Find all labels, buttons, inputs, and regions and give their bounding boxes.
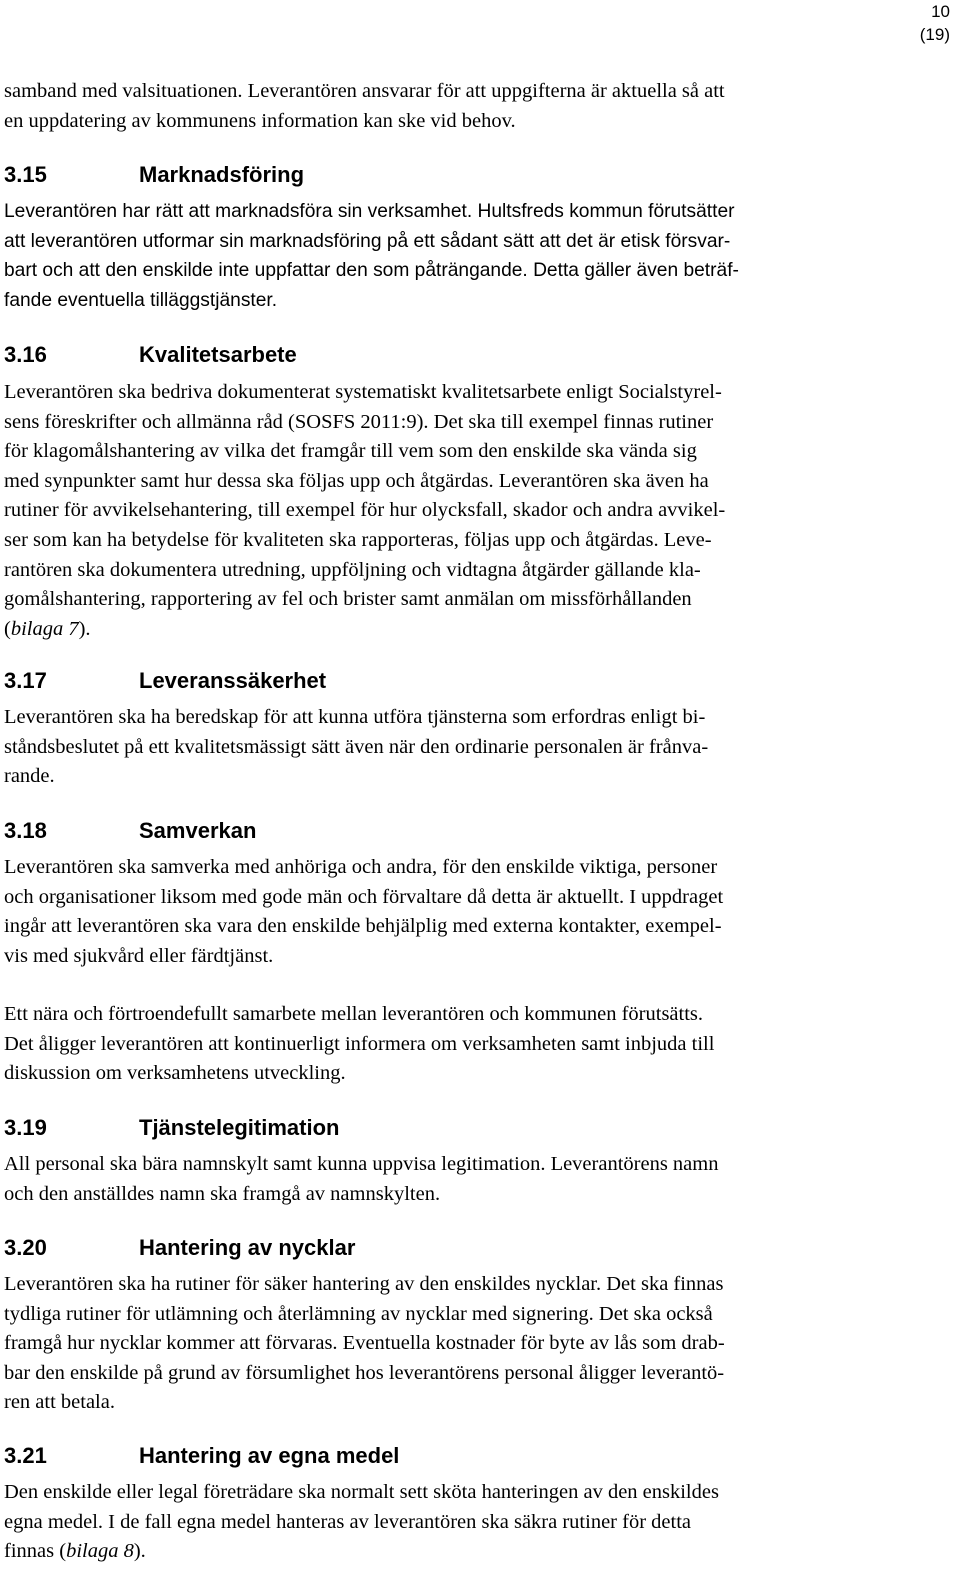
text-line: ren att betala.	[4, 1391, 115, 1414]
reference-appendix: bilaga 7	[10, 617, 79, 640]
reference-suffix: ).	[133, 1540, 146, 1563]
text-line: rande.	[4, 765, 55, 788]
section-title: Samverkan	[139, 818, 257, 843]
section-number: 3.21	[4, 1443, 47, 1468]
text-line: rutiner för avvikelsehantering, till exempel för hur olycksfall, skador och andra avvikel-	[4, 499, 726, 522]
section-3-16-paragraph	[4, 378, 725, 644]
section-heading-3-17	[4, 666, 326, 696]
text-line	[4, 1537, 719, 1567]
section-title: Marknadsföring	[139, 162, 305, 187]
section-heading-3-21	[4, 1441, 399, 1471]
text-line: framgå hur nycklar kommer att förvaras. Eventuella kostnader för byte av lås som drab-	[4, 1332, 725, 1355]
section-3-20-paragraph	[4, 1270, 725, 1418]
text-line: en uppdatering av kommunens information kan ske vid behov.	[4, 109, 516, 132]
section-3-21-paragraph	[4, 1478, 719, 1567]
section-title: Hantering av nycklar	[139, 1235, 356, 1260]
text-line: Leverantören ska bedriva dokumenterat systematiskt kvalitetsarbete enligt Socialstyrel-	[4, 381, 722, 403]
text-line: Den enskilde eller legal företrädare ska normalt sett sköta hanteringen av den enskildes	[4, 1481, 719, 1503]
reference-prefix: (	[4, 617, 11, 640]
text-line: samband med valsituationen. Leverantören ansvarar för att uppgifterna är aktuella så att	[4, 80, 725, 102]
text-line: Ett nära och förtroendefullt samarbete mellan leverantören och kommunen förutsätts.	[4, 1003, 704, 1025]
text-segment: finnas	[4, 1540, 55, 1563]
text-line: med synpunkter samt hur dessa ska följas upp och åtgärdas. Leverantören ska även ha	[4, 469, 709, 492]
text-line: ståndsbeslutet på ett kvalitetsmässigt sätt även när den ordinarie personalen är frånva-	[4, 735, 709, 758]
text-line: tydliga rutiner för utlämning och återlämning av nycklar med signering. Det ska också	[4, 1302, 713, 1325]
page-number	[890, 0, 950, 46]
section-3-18-paragraph-1	[4, 853, 723, 971]
section-heading-3-16	[4, 340, 297, 370]
text-line: Leverantören ska samverka med anhöriga och andra, för den enskilde viktiga, personer	[4, 856, 718, 878]
section-number: 3.18	[4, 818, 47, 843]
section-number: 3.19	[4, 1115, 47, 1140]
page-number-current: 10	[931, 2, 950, 21]
text-line: gomålshantering, rapportering av fel och brister samt anmälan om missförhållanden	[4, 588, 692, 611]
text-line: Leverantören har rätt att marknadsföra sin verksamhet. Hultsfreds kommun förutsätter	[4, 201, 735, 222]
section-title: Leveranssäkerhet	[139, 668, 327, 693]
section-title: Kvalitetsarbete	[139, 342, 297, 367]
text-line: ser som kan ha betydelse för kvaliteten ska rapporteras, följas upp och åtgärdas. Leve-	[4, 528, 712, 551]
text-line: rantören ska dokumentera utredning, uppföljning och vidtagna åtgärder gällande kla-	[4, 558, 701, 581]
section-3-19-paragraph	[4, 1150, 718, 1209]
text-line: sens föreskrifter och allmänna råd (SOSFS 2011:9). Det ska till exempel finnas rutiner	[4, 410, 714, 433]
text-line: och organisationer liksom med gode män och förvaltare då detta är aktuellt. I uppdraget	[4, 885, 724, 908]
reference-prefix: (	[54, 1540, 67, 1563]
reference-appendix: bilaga 8	[66, 1540, 134, 1563]
text-line: Leverantören ska ha rutiner för säker hantering av den enskildes nycklar. Det ska finnas	[4, 1273, 724, 1295]
intro-paragraph	[4, 77, 725, 136]
text-line: fande eventuella tilläggstjänster.	[4, 289, 278, 311]
text-line: Det åligger leverantören att kontinuerligt informera om verksamheten samt inbjuda till	[4, 1032, 715, 1055]
section-heading-3-20	[4, 1233, 355, 1263]
section-3-15-paragraph	[4, 197, 739, 315]
text-line: bart och att den enskilde inte uppfattar den som påträngande. Detta gäller även beträf-	[4, 260, 739, 282]
section-number: 3.16	[4, 342, 47, 367]
text-line: för klagomålshantering av vilka det framgår till vem som den enskilde ska vända sig	[4, 440, 697, 463]
section-title: Hantering av egna medel	[139, 1443, 400, 1468]
section-3-17-paragraph	[4, 703, 708, 792]
text-line: ingår att leverantören ska vara den enskilde behjälplig med externa kontakter, exempel-	[4, 915, 722, 938]
text-line	[4, 615, 725, 645]
section-heading-3-15	[4, 160, 304, 190]
section-heading-3-19	[4, 1113, 339, 1143]
text-line: bar den enskilde på grund av försumlighet hos leverantörens personal åligger leverantö-	[4, 1361, 725, 1384]
section-heading-3-18	[4, 816, 256, 846]
text-line: vis med sjukvård eller färdtjänst.	[4, 944, 274, 967]
section-number: 3.20	[4, 1235, 47, 1260]
section-number: 3.15	[4, 162, 47, 187]
text-line: att leverantören utformar sin marknadsföring på ett sådant sätt att det är etisk försvar-	[4, 230, 731, 252]
text-line: egna medel. I de fall egna medel hanteras av leverantören ska säkra rutiner för detta	[4, 1510, 691, 1533]
text-line: diskussion om verksamhetens utveckling.	[4, 1062, 346, 1085]
text-line: All personal ska bära namnskylt samt kunna uppvisa legitimation. Leverantörens namn	[4, 1153, 719, 1175]
section-number: 3.17	[4, 668, 47, 693]
reference-suffix: ).	[78, 617, 91, 640]
section-3-18-paragraph-2	[4, 1000, 714, 1089]
text-line: Leverantören ska ha beredskap för att kunna utföra tjänsterna som erfordras enligt bi-	[4, 706, 706, 728]
page-number-total: (19)	[919, 25, 950, 44]
text-line: och den anställdes namn ska framgå av namnskylten.	[4, 1182, 441, 1205]
section-title: Tjänstelegitimation	[139, 1115, 340, 1140]
